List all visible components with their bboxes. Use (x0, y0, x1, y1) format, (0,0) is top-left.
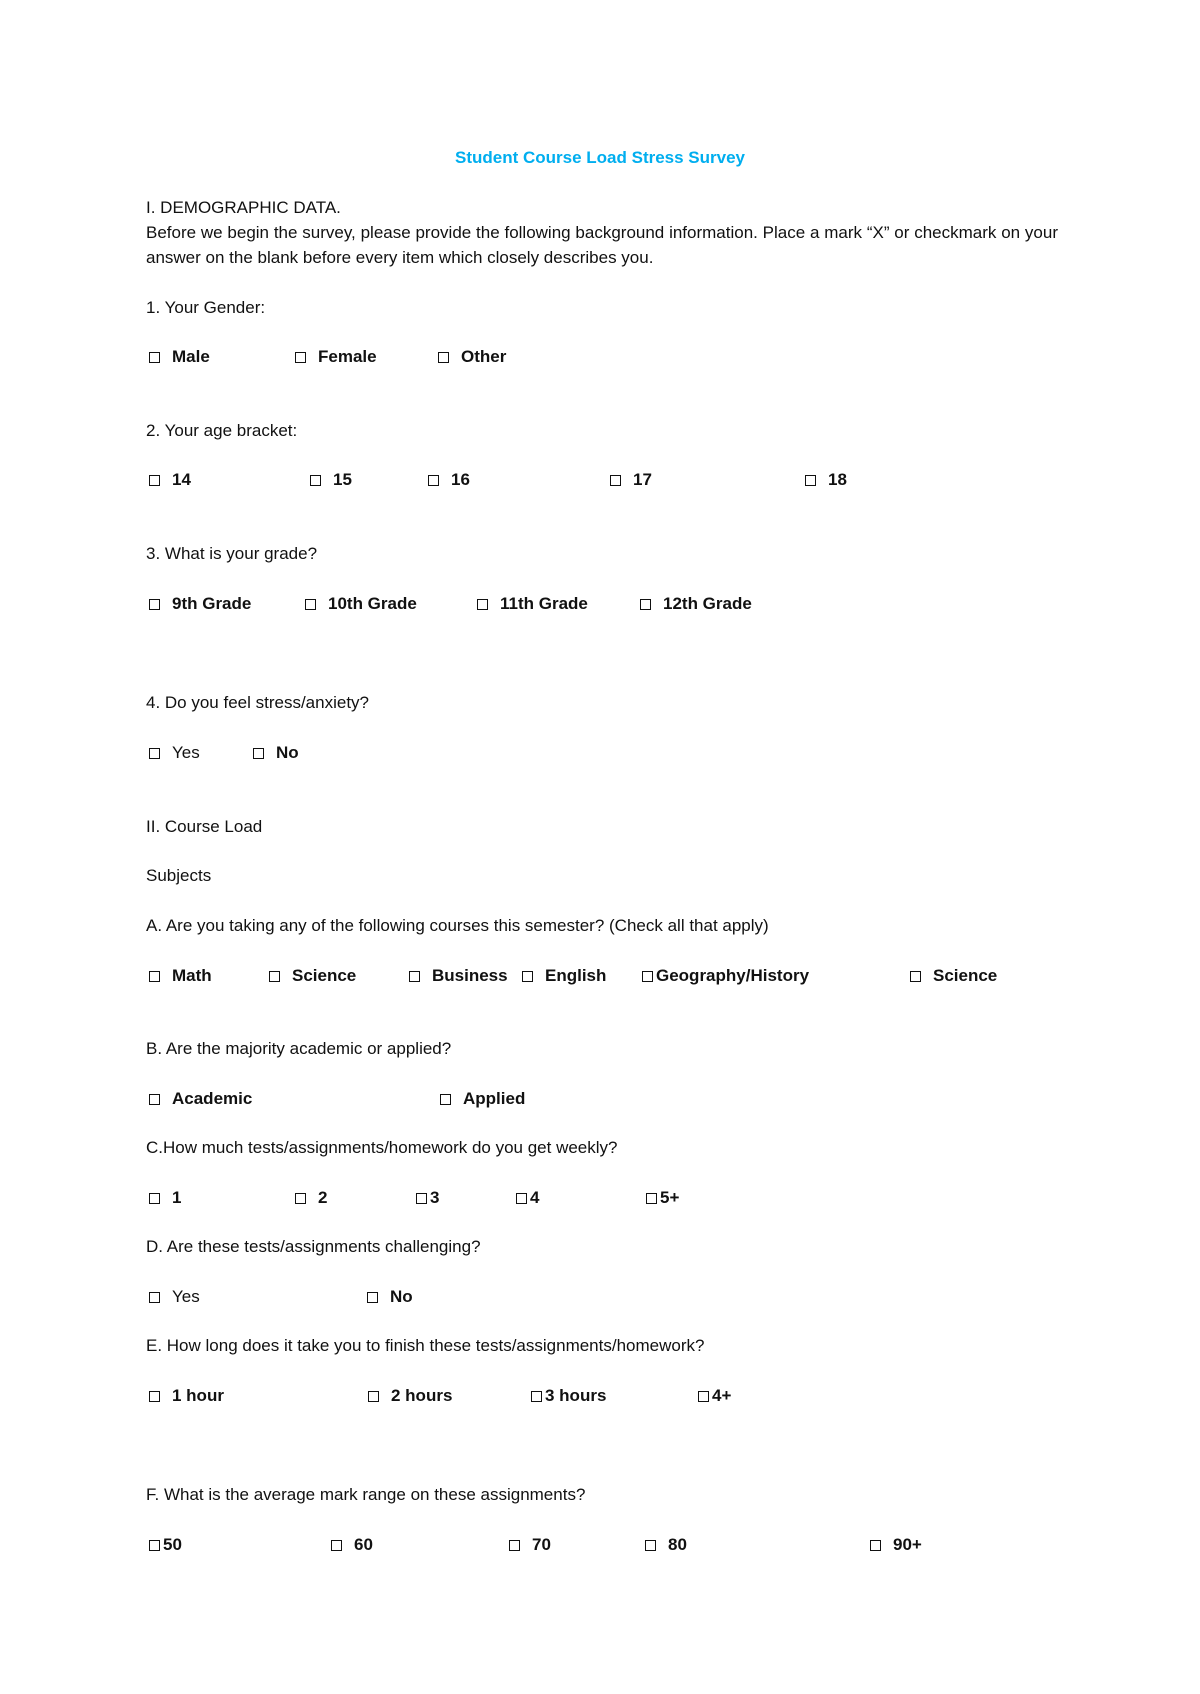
option-applied[interactable]: Applied (440, 1089, 525, 1109)
checkbox-icon[interactable] (610, 475, 621, 486)
question-stress: 4. Do you feel stress/anxiety? (146, 693, 370, 712)
option-11th-grade[interactable]: 11th Grade (477, 594, 588, 614)
option-1-hour[interactable]: 1 hour (149, 1386, 224, 1406)
option-math[interactable]: Math (149, 966, 212, 986)
option-mark-70[interactable]: 70 (509, 1535, 551, 1555)
checkbox-icon[interactable] (149, 475, 160, 486)
checkbox-icon[interactable] (269, 971, 280, 982)
checkbox-icon[interactable] (522, 971, 533, 982)
checkbox-icon[interactable] (409, 971, 420, 982)
option-female[interactable]: Female (295, 347, 377, 367)
checkbox-icon[interactable] (149, 599, 160, 610)
checkbox-icon[interactable] (531, 1391, 542, 1402)
option-load-1[interactable]: 1 (149, 1188, 181, 1208)
checkbox-icon[interactable] (149, 971, 160, 982)
option-other[interactable]: Other (438, 347, 506, 367)
option-load-3[interactable]: 3 (416, 1188, 439, 1208)
checkbox-icon[interactable] (516, 1193, 527, 1204)
checkbox-icon[interactable] (295, 352, 306, 363)
checkbox-icon[interactable] (305, 599, 316, 610)
question-gender: 1. Your Gender: (146, 298, 266, 317)
option-mark-80[interactable]: 80 (645, 1535, 687, 1555)
option-age-15[interactable]: 15 (310, 470, 352, 490)
question-mark-range: F. What is the average mark range on these assignments? (146, 1485, 586, 1504)
checkbox-icon[interactable] (477, 599, 488, 610)
checkbox-icon[interactable] (910, 971, 921, 982)
option-stress-no[interactable]: No (253, 743, 299, 763)
option-challenging-no[interactable]: No (367, 1287, 413, 1307)
question-age: 2. Your age bracket: (146, 421, 298, 440)
option-stress-yes[interactable]: Yes (149, 743, 200, 763)
checkbox-icon[interactable] (805, 475, 816, 486)
checkbox-icon[interactable] (149, 748, 160, 759)
checkbox-icon[interactable] (149, 1292, 160, 1303)
checkbox-icon[interactable] (642, 971, 653, 982)
checkbox-icon[interactable] (310, 475, 321, 486)
option-male[interactable]: Male (149, 347, 210, 367)
option-2-hours[interactable]: 2 hours (368, 1386, 452, 1406)
option-business[interactable]: Business (409, 966, 508, 986)
instructions-paragraph: Before we begin the survey, please provide the following background information. Place a mark “X” or checkmark on your answer on the blank before every item which closely describes you. (146, 223, 1058, 267)
option-science[interactable]: Science (269, 966, 356, 986)
question-challenging: D. Are these tests/assignments challenging? (146, 1237, 481, 1256)
checkbox-icon[interactable] (149, 1540, 160, 1551)
checkbox-icon[interactable] (331, 1540, 342, 1551)
checkbox-icon[interactable] (645, 1540, 656, 1551)
checkbox-icon[interactable] (509, 1540, 520, 1551)
option-load-5-plus[interactable]: 5+ (646, 1188, 679, 1208)
checkbox-icon[interactable] (295, 1193, 306, 1204)
section-demographic-heading: I. DEMOGRAPHIC DATA. (146, 198, 341, 217)
option-9th-grade[interactable]: 9th Grade (149, 594, 251, 614)
option-10th-grade[interactable]: 10th Grade (305, 594, 417, 614)
option-mark-60[interactable]: 60 (331, 1535, 373, 1555)
checkbox-icon[interactable] (368, 1391, 379, 1402)
option-age-17[interactable]: 17 (610, 470, 652, 490)
question-courses: A. Are you taking any of the following courses this semester? (Check all that apply) (146, 916, 769, 935)
question-academic-applied: B. Are the majority academic or applied? (146, 1039, 452, 1058)
checkbox-icon[interactable] (149, 1193, 160, 1204)
option-mark-90-plus[interactable]: 90+ (870, 1535, 922, 1555)
checkbox-icon[interactable] (416, 1193, 427, 1204)
option-load-4[interactable]: 4 (516, 1188, 539, 1208)
option-4-plus-hours[interactable]: 4+ (698, 1386, 731, 1406)
option-age-16[interactable]: 16 (428, 470, 470, 490)
option-science-2[interactable]: Science (910, 966, 997, 986)
question-time-to-finish: E. How long does it take you to finish these tests/assignments/homework? (146, 1336, 705, 1355)
section-course-load-heading: II. Course Load (146, 817, 263, 836)
option-mark-50[interactable]: 50 (149, 1535, 182, 1555)
option-3-hours[interactable]: 3 hours (531, 1386, 606, 1406)
checkbox-icon[interactable] (698, 1391, 709, 1402)
option-english[interactable]: English (522, 966, 606, 986)
question-weekly-load: C.How much tests/assignments/homework do you get weekly? (146, 1138, 618, 1157)
survey-title: Student Course Load Stress Survey (454, 148, 746, 167)
checkbox-icon[interactable] (149, 1391, 160, 1402)
option-12th-grade[interactable]: 12th Grade (640, 594, 752, 614)
option-age-18[interactable]: 18 (805, 470, 847, 490)
checkbox-icon[interactable] (253, 748, 264, 759)
checkbox-icon[interactable] (640, 599, 651, 610)
option-challenging-yes[interactable]: Yes (149, 1287, 200, 1307)
option-age-14[interactable]: 14 (149, 470, 191, 490)
checkbox-icon[interactable] (149, 1094, 160, 1105)
option-geography-history[interactable]: Geography/History (642, 966, 809, 986)
option-academic[interactable]: Academic (149, 1089, 252, 1109)
subjects-subheading: Subjects (146, 866, 212, 885)
checkbox-icon[interactable] (438, 352, 449, 363)
checkbox-icon[interactable] (870, 1540, 881, 1551)
checkbox-icon[interactable] (646, 1193, 657, 1204)
question-grade: 3. What is your grade? (146, 544, 318, 563)
option-load-2[interactable]: 2 (295, 1188, 327, 1208)
checkbox-icon[interactable] (428, 475, 439, 486)
checkbox-icon[interactable] (149, 352, 160, 363)
checkbox-icon[interactable] (367, 1292, 378, 1303)
checkbox-icon[interactable] (440, 1094, 451, 1105)
